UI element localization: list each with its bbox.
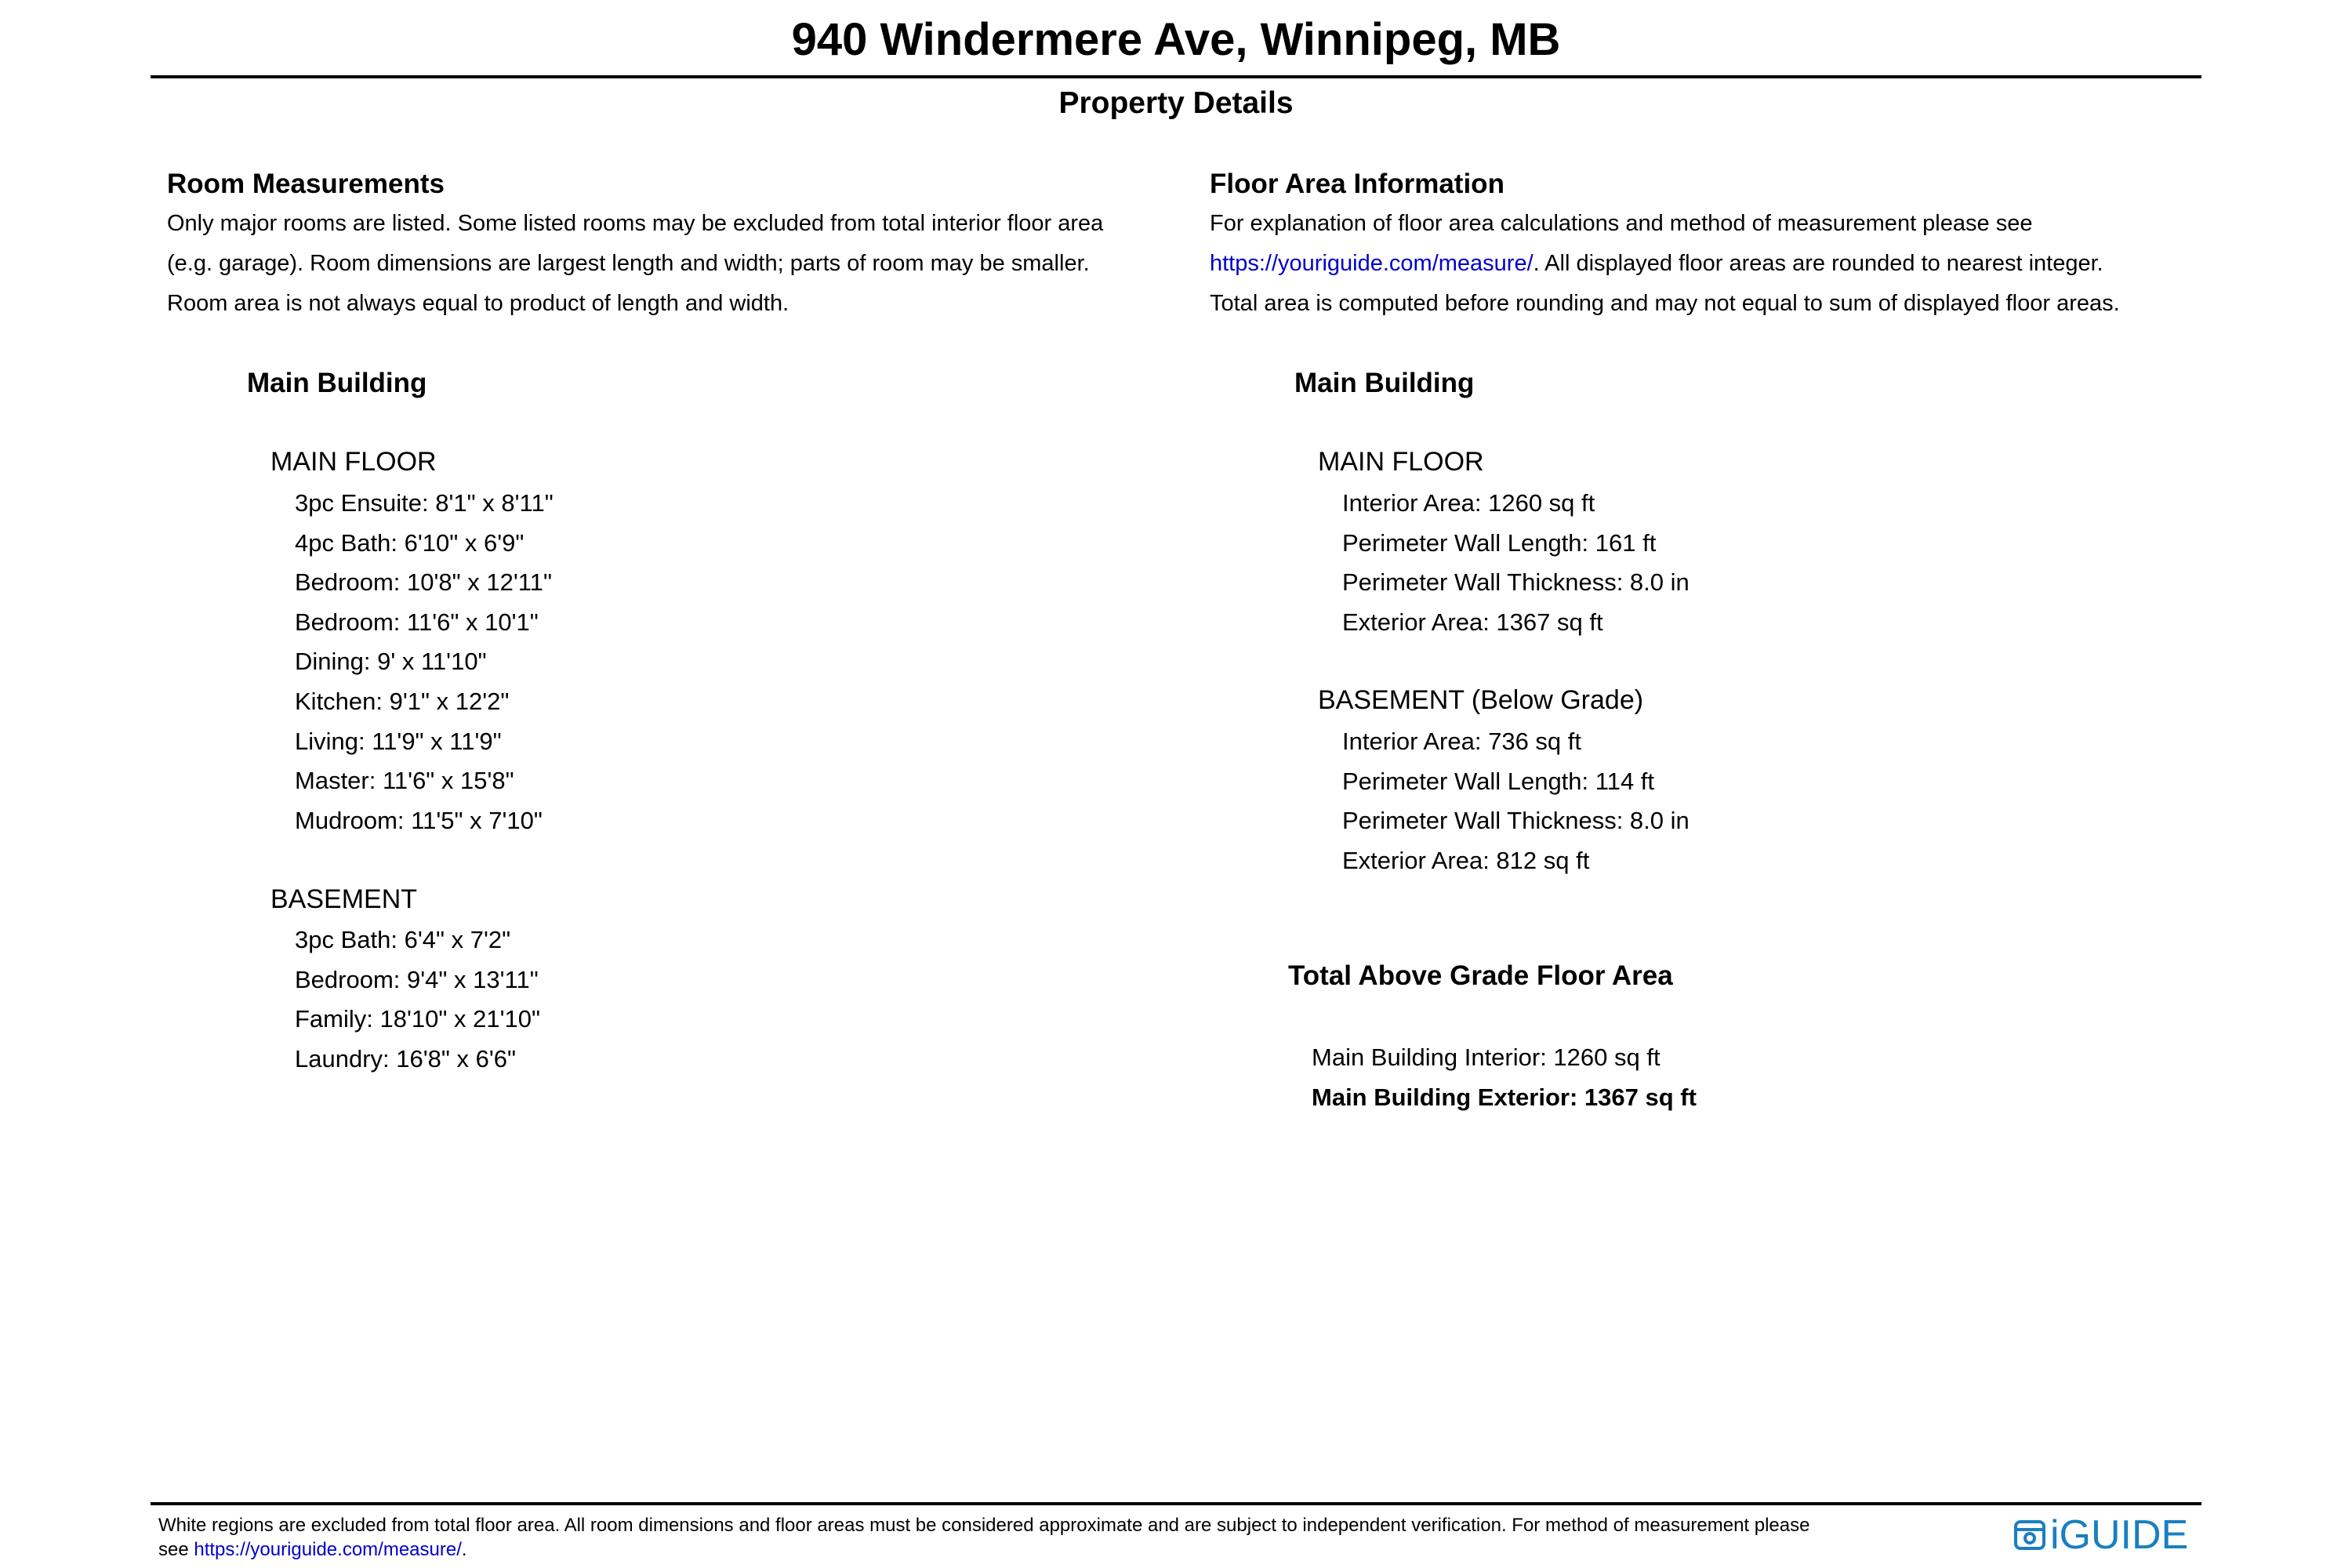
header-divider [151, 75, 2201, 78]
description-line: Room area is not always equal to product of length and width. [167, 291, 789, 316]
disclaimer-link[interactable]: https://youriguide.com/measure/ [194, 1539, 462, 1560]
disclaimer-text: . [461, 1539, 467, 1560]
room-item: Master: 11'6" x 15'8" [295, 767, 514, 795]
room-measurements-section [167, 165, 1186, 324]
room-measurements-building: Main Building [247, 368, 427, 398]
area-item: Exterior Area: 1367 sq ft [1342, 608, 1603, 636]
iguide-logo-icon [2013, 1518, 2047, 1552]
room-item: 4pc Bath: 6'10" x 6'9" [295, 528, 524, 557]
room-item: Dining: 9' x 11'10" [295, 648, 487, 676]
total-area-title: Total Above Grade Floor Area [1288, 960, 1673, 991]
description-text: . All displayed floor areas are rounded to nearest integer. [1533, 251, 2103, 276]
room-item: Laundry: 16'8" x 6'6" [295, 1044, 517, 1073]
room-item: 3pc Ensuite: 8'1" x 8'11" [295, 489, 554, 517]
description-line: For explanation of floor area calculations and method of measurement please see [1210, 211, 2033, 236]
description-line: Total area is computed before rounding and may not equal to sum of displayed floor areas. [1210, 291, 2120, 316]
room-item: Family: 18'10" x 21'10" [295, 1005, 540, 1033]
room-item: Kitchen: 9'1" x 12'2" [295, 687, 510, 715]
room-item: 3pc Bath: 6'4" x 7'2" [295, 926, 511, 953]
room-item: Mudroom: 11'5" x 7'10" [295, 806, 543, 834]
measure-link[interactable]: https://youriguide.com/measure/ [1210, 251, 1534, 276]
floor-area-heading-basement: BASEMENT (Below Grade) [1318, 685, 1644, 715]
area-item: Perimeter Wall Length: 161 ft [1342, 528, 1657, 557]
area-item: Perimeter Wall Thickness: 8.0 in [1342, 807, 1690, 835]
total-exterior: Main Building Exterior: 1367 sq ft [1312, 1083, 1697, 1111]
room-measurements-description [167, 204, 1186, 324]
floor-heading-main: MAIN FLOOR [270, 447, 437, 477]
disclaimer-line [158, 1537, 1962, 1562]
floor-area-building: Main Building [1294, 368, 1475, 398]
basement-area-list [1342, 722, 1690, 880]
floor-area-description [1210, 204, 2229, 324]
room-measurements-title: Room Measurements [167, 169, 445, 199]
area-item: Perimeter Wall Length: 114 ft [1342, 767, 1655, 795]
floor-area-title: Floor Area Information [1210, 169, 1504, 199]
main-floor-area-list [1342, 484, 1690, 642]
area-item: Interior Area: 736 sq ft [1342, 728, 1582, 755]
room-item: Bedroom: 10'8" x 12'11" [295, 568, 552, 597]
page-subtitle: Property Details [1058, 86, 1294, 120]
footer-disclaimer [158, 1513, 1962, 1562]
room-item: Bedroom: 9'4" x 13'11" [295, 965, 539, 993]
description-line: Only major rooms are listed. Some listed rooms may be excluded from total interior floor area [167, 211, 1104, 236]
description-line [1210, 244, 2229, 284]
area-item: Exterior Area: 812 sq ft [1342, 846, 1590, 874]
page-title: 940 Windermere Ave, Winnipeg, MB [791, 14, 1561, 65]
footer-divider [151, 1502, 2201, 1505]
disclaimer-text: see [158, 1539, 194, 1560]
description-line: (e.g. garage). Room dimensions are largest length and width; parts of room may be smaller. [167, 251, 1090, 276]
basement-room-list [295, 920, 540, 1079]
area-item: Perimeter Wall Thickness: 8.0 in [1342, 568, 1690, 597]
iguide-logo-text: iGUIDE [2050, 1512, 2189, 1558]
disclaimer-line: White regions are excluded from total floor area. All room dimensions and floor areas must be considered approximate and are subject to independent verification. For method of measurement please [158, 1515, 1810, 1536]
total-interior: Main Building Interior: 1260 sq ft [1312, 1044, 1661, 1071]
main-floor-room-list [295, 484, 554, 840]
room-item: Living: 11'9" x 11'9" [295, 727, 502, 755]
area-item: Interior Area: 1260 sq ft [1342, 489, 1595, 517]
floor-area-heading-main: MAIN FLOOR [1318, 447, 1484, 477]
iguide-logo [2013, 1513, 2188, 1557]
floor-area-section [1210, 165, 2229, 324]
room-item: Bedroom: 11'6" x 10'1" [295, 608, 539, 636]
floor-heading-basement: BASEMENT [270, 884, 418, 914]
